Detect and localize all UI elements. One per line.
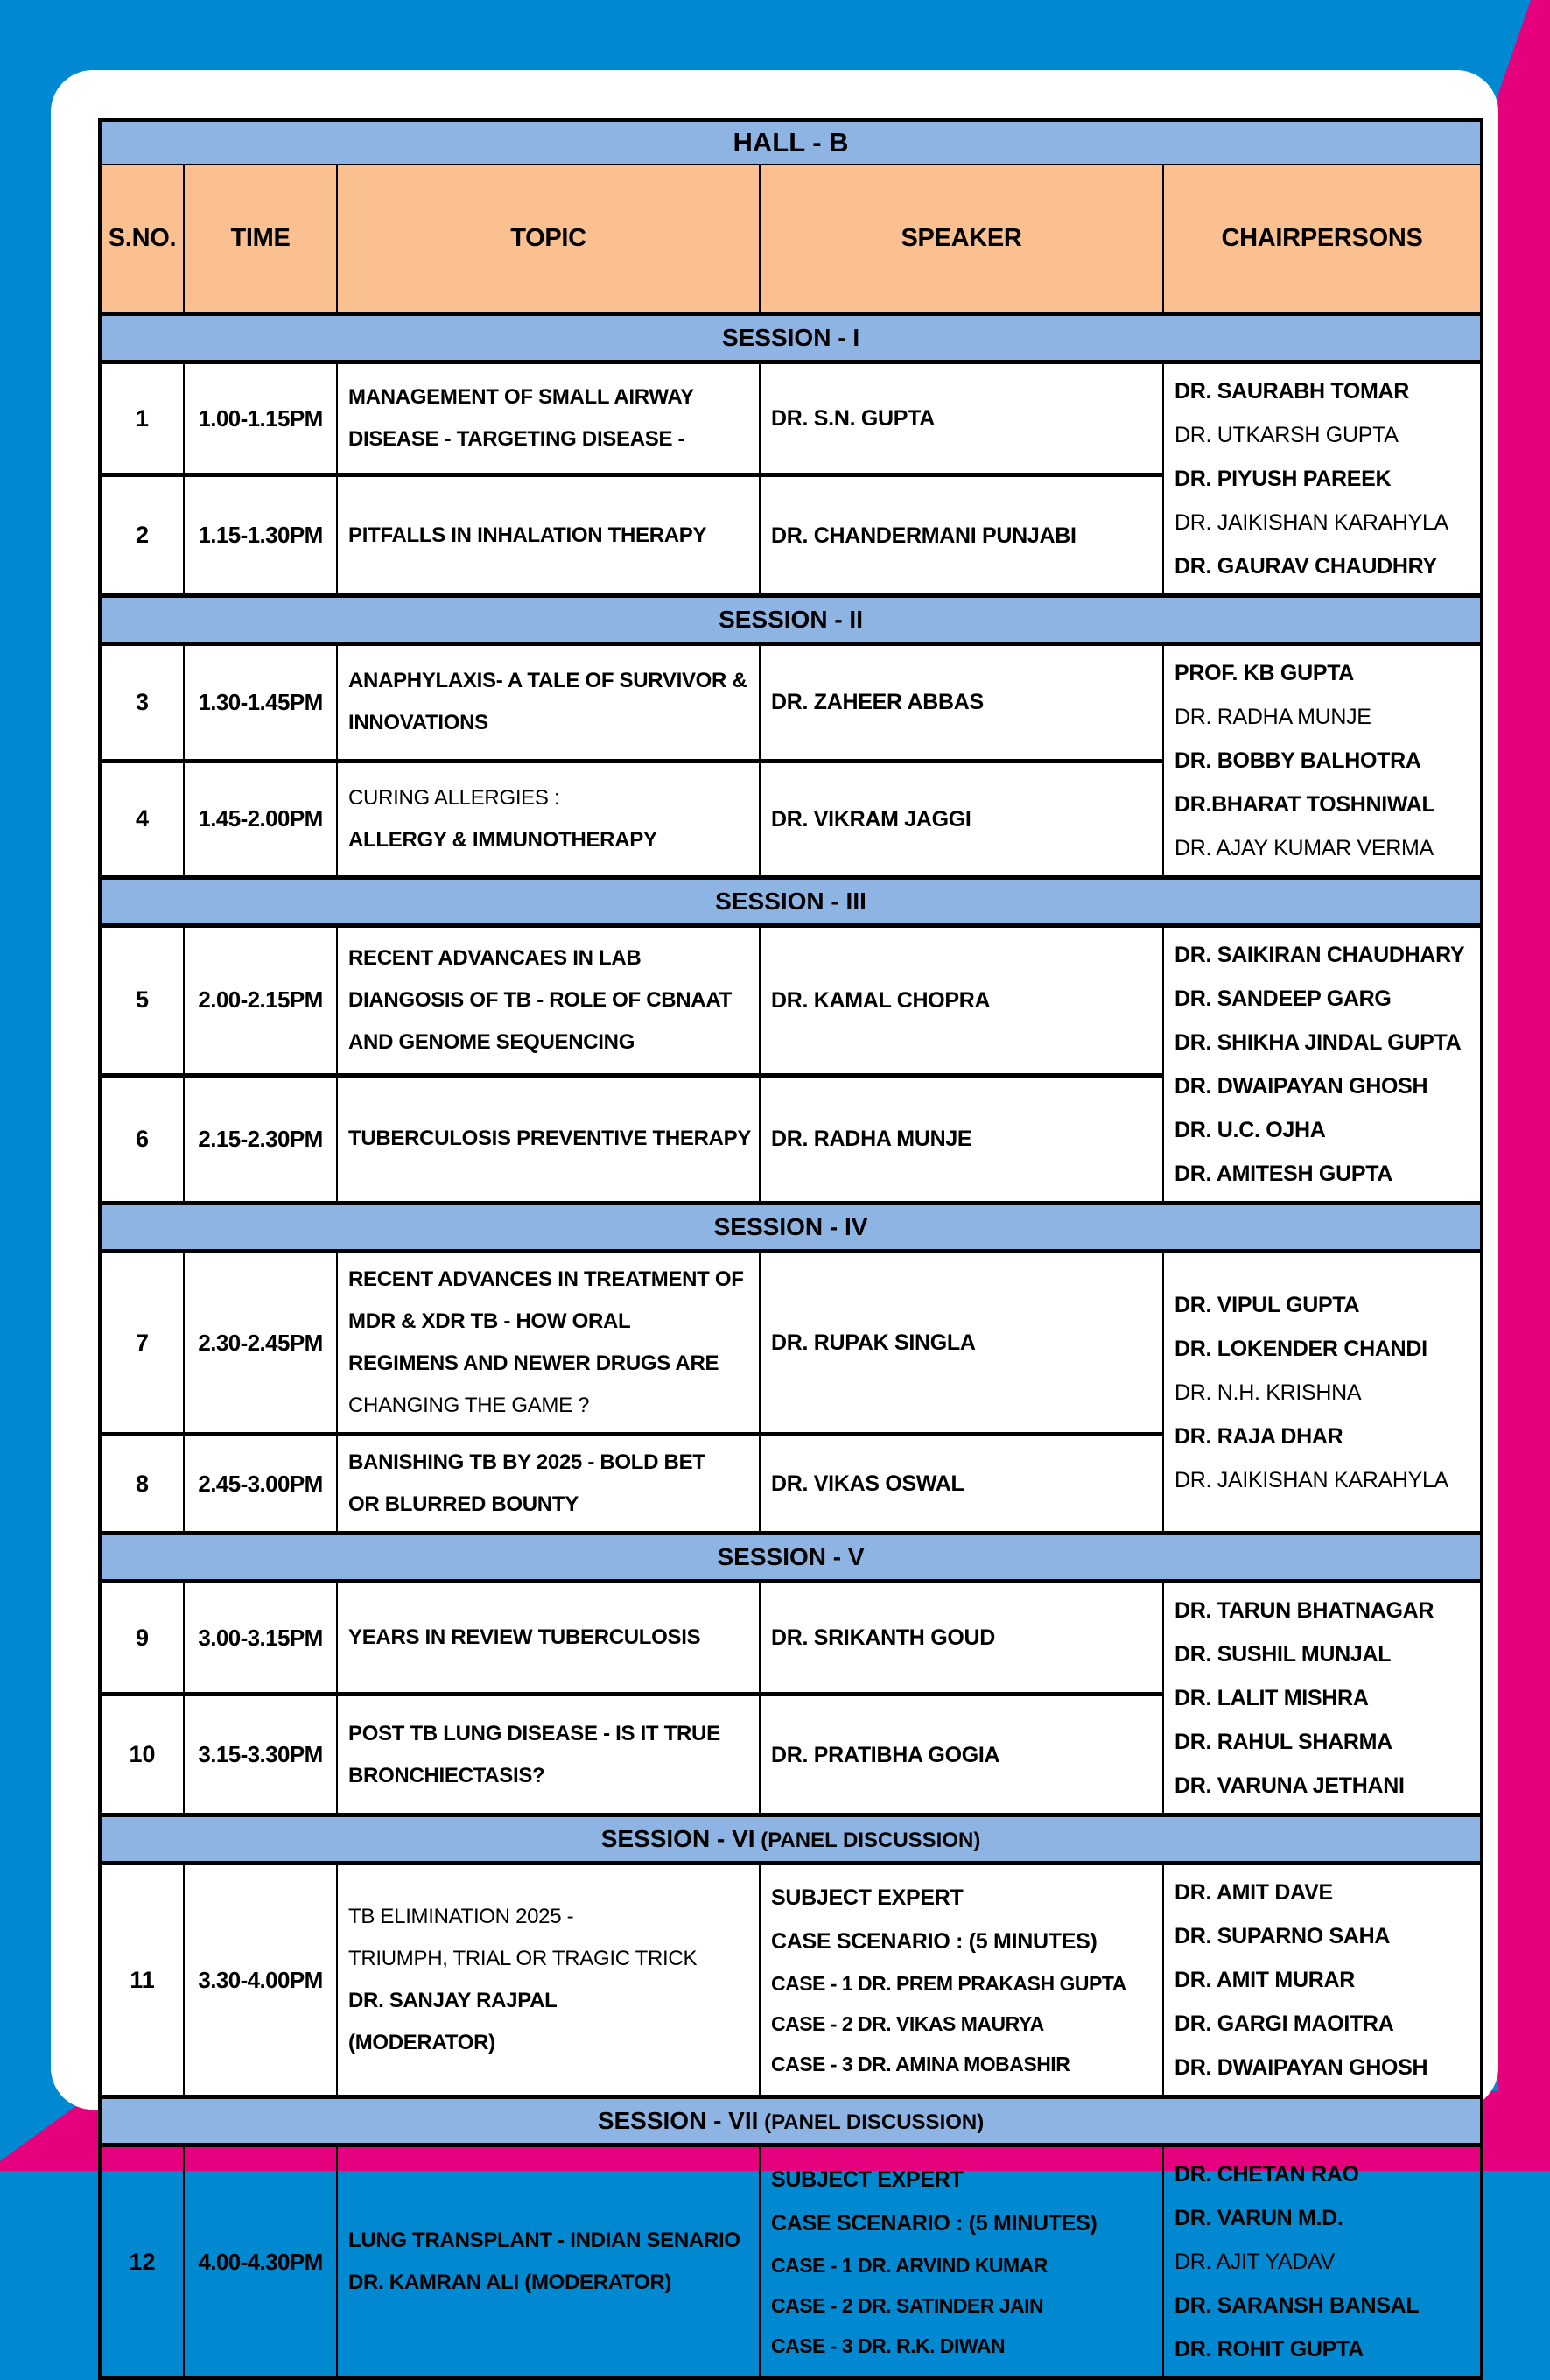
topic-line: OR BLURRED BOUNTY [348, 1492, 579, 1516]
schedule-row-3 [100, 644, 1482, 762]
topic-cell [337, 761, 760, 878]
session-banner-row [100, 1204, 1482, 1252]
speaker-line: DR. CHANDERMANI PUNJABI [771, 523, 1077, 548]
session-banner [100, 1204, 1482, 1252]
column-header-chairpersons: CHAIRPERSONS [1163, 165, 1482, 314]
speaker-line: CASE - 3 DR. AMINA MOBASHIR [771, 2053, 1070, 2075]
serial-number-cell: 8 [100, 1435, 184, 1534]
chairperson-name: DR. AMIT MURAR [1175, 1968, 1355, 1992]
topic-line: (MODERATOR) [348, 2031, 495, 2054]
topic-line: DR. SANJAY RAJPAL [348, 1989, 558, 2012]
topic-cell [337, 1582, 760, 1695]
time-cell: 4.00-4.30PM [184, 2145, 337, 2379]
column-header-topic: TOPIC [337, 165, 760, 314]
speaker-line: CASE - 1 DR. PREM PRAKASH GUPTA [771, 1972, 1126, 1995]
topic-line: MANAGEMENT OF SMALL AIRWAY [348, 385, 694, 410]
topic-cell [337, 2145, 760, 2379]
chairperson-name: DR. SUPARNO SAHA [1175, 1924, 1391, 1948]
chairperson-name: DR. N.H. KRISHNA [1175, 1380, 1362, 1405]
topic-cell [337, 644, 760, 762]
topic-line: POST TB LUNG DISEASE - IS IT TRUE [348, 1721, 720, 1745]
speaker-cell [760, 1075, 1163, 1203]
topic-line: PITFALLS IN INHALATION THERAPY [348, 523, 707, 547]
hall-banner-row [100, 120, 1482, 165]
time-cell: 1.45-2.00PM [184, 761, 337, 878]
chairperson-name: DR. CHETAN RAO [1175, 2162, 1359, 2187]
session-label: SESSION - III [715, 888, 866, 915]
schedule-row-9 [100, 1582, 1482, 1695]
topic-cell [337, 926, 760, 1076]
topic-line: MDR & XDR TB - HOW ORAL [348, 1309, 631, 1333]
session-banner-row [100, 1534, 1482, 1582]
serial-number-cell: 9 [100, 1582, 184, 1695]
topic-line: TUBERCULOSIS PREVENTIVE THERAPY [348, 1127, 752, 1151]
chairperson-name: DR. RAJA DHAR [1175, 1423, 1343, 1449]
serial-number-cell: 6 [100, 1075, 184, 1203]
speaker-line: SUBJECT EXPERT [771, 1885, 964, 1910]
time-cell: 3.15-3.30PM [184, 1695, 337, 1815]
speaker-line: DR. S.N. GUPTA [771, 406, 936, 432]
chairperson-name: DR. PIYUSH PAREEK [1175, 467, 1392, 491]
chairpersons-cell [1163, 2145, 1482, 2379]
speaker-line: CASE - 1 DR. ARVIND KUMAR [771, 2254, 1048, 2277]
serial-number-cell: 12 [100, 2145, 184, 2379]
session-label: SESSION - II [719, 606, 863, 633]
chairperson-name: DR. JAIKISHAN KARAHYLA [1175, 1467, 1448, 1492]
speaker-cell [760, 362, 1163, 475]
serial-number-cell: 5 [100, 926, 184, 1076]
chairperson-name: DR. DWAIPAYAN GHOSH [1175, 1074, 1428, 1099]
chairpersons-cell [1163, 1252, 1482, 1534]
speaker-cell [760, 761, 1163, 878]
topic-line: TB ELIMINATION 2025 - [348, 1905, 574, 1928]
chairperson-name: DR. AMITESH GUPTA [1175, 1162, 1393, 1186]
schedule-row-11 [100, 1864, 1482, 2097]
serial-number-cell: 7 [100, 1252, 184, 1435]
chairperson-name: DR. RADHA MUNJE [1175, 705, 1371, 729]
serial-number-cell: 4 [100, 761, 184, 878]
time-cell: 1.30-1.45PM [184, 644, 337, 762]
session-banner-row [100, 596, 1482, 644]
speaker-line: CASE SCENARIO : (5 MINUTES) [771, 2211, 1098, 2236]
topic-cell [337, 1864, 760, 2097]
speaker-line: DR. PRATIBHA GOGIA [771, 1742, 1000, 1767]
time-cell: 3.30-4.00PM [184, 1864, 337, 2097]
schedule-row-1 [100, 362, 1482, 475]
chairperson-name: DR. GARGI MAOITRA [1175, 2011, 1394, 2036]
session-banner [100, 1815, 1482, 1864]
time-cell: 1.00-1.15PM [184, 362, 337, 475]
chairperson-name: DR. DWAIPAYAN GHOSH [1175, 2055, 1428, 2080]
session-banner-row [100, 1815, 1482, 1864]
speaker-line: SUBJECT EXPERT [771, 2167, 964, 2192]
chairperson-name: DR. RAHUL SHARMA [1175, 1730, 1392, 1754]
speaker-line: DR. VIKAS OSWAL [771, 1471, 964, 1496]
speaker-line: DR. SRIKANTH GOUD [771, 1625, 996, 1651]
speaker-cell [760, 1435, 1163, 1534]
topic-line: TRIUMPH, TRIAL OR TRAGIC TRICK [348, 1947, 698, 1970]
session-label: SESSION - I [721, 324, 860, 351]
chairperson-name: DR. SARANSH BANSAL [1175, 2293, 1420, 2318]
chairperson-name: DR. TARUN BHATNAGAR [1175, 1598, 1434, 1623]
topic-cell [337, 1695, 760, 1815]
speaker-line: DR. RADHA MUNJE [771, 1127, 972, 1152]
topic-line: RECENT ADVANCAES IN LAB [348, 945, 642, 970]
session-label: SESSION - VII [597, 2107, 759, 2134]
topic-line: DR. KAMRAN ALI (MODERATOR) [348, 2271, 672, 2294]
chairpersons-cell [1163, 644, 1482, 878]
topic-line: INNOVATIONS [348, 711, 488, 735]
time-cell: 2.30-2.45PM [184, 1252, 337, 1435]
topic-line: DIANGOSIS OF TB - ROLE OF CBNAAT [348, 987, 732, 1012]
session-label: SESSION - VI [600, 1825, 755, 1852]
session-banner [100, 596, 1482, 644]
speaker-line: DR. RUPAK SINGLA [771, 1330, 976, 1355]
speaker-line: CASE - 2 DR. SATINDER JAIN [771, 2294, 1044, 2317]
chairperson-name: DR. VARUNA JETHANI [1175, 1773, 1405, 1798]
column-header-sno: S.NO. [100, 165, 184, 314]
topic-line: DISEASE - TARGETING DISEASE - [348, 427, 685, 452]
session-note: (PANEL DISCUSSION) [754, 1829, 981, 1852]
chairpersons-cell [1163, 362, 1482, 596]
schedule-card [51, 70, 1498, 2362]
chairpersons-cell [1163, 1582, 1482, 1815]
schedule-row-7 [100, 1252, 1482, 1435]
chairperson-name: DR. SANDEEP GARG [1175, 986, 1392, 1011]
topic-line: RECENT ADVANCES IN TREATMENT OF [348, 1267, 744, 1291]
speaker-cell [760, 475, 1163, 596]
column-header-speaker: SPEAKER [760, 165, 1163, 314]
time-cell: 2.15-2.30PM [184, 1075, 337, 1203]
schedule-row-12 [100, 2145, 1482, 2379]
speaker-line: CASE - 2 DR. VIKAS MAURYA [771, 2012, 1044, 2035]
chairperson-name: DR. BOBBY BALHOTRA [1175, 748, 1421, 773]
topic-line: LUNG TRANSPLANT - INDIAN SENARIO [348, 2229, 740, 2252]
speaker-line: DR. VIKRAM JAGGI [771, 806, 971, 832]
chairperson-name: DR. AJIT YADAV [1175, 2250, 1335, 2274]
chairperson-name: DR. SHIKHA JINDAL GUPTA [1175, 1030, 1462, 1055]
chairperson-name: DR. SAIKIRAN CHAUDHARY [1175, 943, 1465, 967]
session-banner [100, 878, 1482, 926]
speaker-cell [760, 1864, 1163, 2097]
schedule-row-5 [100, 926, 1482, 1076]
serial-number-cell: 11 [100, 1864, 184, 2097]
speaker-line: DR. KAMAL CHOPRA [771, 987, 991, 1013]
topic-line: BRONCHIECTASIS? [348, 1763, 545, 1787]
chairperson-name: DR. JAIKISHAN KARAHYLA [1175, 510, 1448, 535]
topic-line: CHANGING THE GAME ? [348, 1394, 590, 1417]
session-banner [100, 314, 1482, 362]
speaker-line: DR. ZAHEER ABBAS [771, 690, 984, 715]
topic-line: CURING ALLERGIES : [348, 785, 560, 810]
chairperson-name: DR. SAURABH TOMAR [1175, 379, 1410, 404]
column-header-row [100, 165, 1482, 314]
speaker-cell [760, 1695, 1163, 1815]
session-banner-row [100, 2097, 1482, 2145]
schedule-table [98, 118, 1483, 2380]
session-banner-row [100, 314, 1482, 362]
speaker-cell [760, 1582, 1163, 1695]
speaker-line: CASE SCENARIO : (5 MINUTES) [771, 1929, 1098, 1954]
chairperson-name: DR. LOKENDER CHANDI [1175, 1336, 1427, 1361]
session-banner [100, 1534, 1482, 1582]
session-label: SESSION - V [717, 1543, 865, 1570]
chairperson-name: DR. VIPUL GUPTA [1175, 1292, 1360, 1317]
topic-line: YEARS IN REVIEW TUBERCULOSIS [348, 1625, 701, 1650]
topic-line: AND GENOME SEQUENCING [348, 1029, 635, 1054]
speaker-cell [760, 644, 1163, 762]
column-header-time: TIME [184, 165, 337, 314]
chairperson-name: DR. GAURAV CHAUDHRY [1175, 554, 1437, 579]
topic-cell [337, 1435, 760, 1534]
speaker-cell [760, 2145, 1163, 2379]
chairperson-name: DR. U.C. OJHA [1175, 1118, 1326, 1142]
time-cell: 1.15-1.30PM [184, 475, 337, 596]
serial-number-cell: 2 [100, 475, 184, 596]
chairperson-name: DR. ROHIT GUPTA [1175, 2337, 1364, 2362]
chairpersons-cell [1163, 1864, 1482, 2097]
chairperson-name: DR. AJAY KUMAR VERMA [1175, 836, 1434, 860]
topic-cell [337, 362, 760, 475]
serial-number-cell: 3 [100, 644, 184, 762]
chairperson-name: DR. VARUN M.D. [1175, 2206, 1343, 2230]
time-cell: 2.00-2.15PM [184, 926, 337, 1076]
session-banner [100, 2097, 1482, 2145]
chairperson-name: DR.BHARAT TOSHNIWAL [1175, 792, 1435, 817]
hall-title: HALL - B [100, 120, 1482, 165]
chairperson-name: DR. AMIT DAVE [1175, 1880, 1333, 1905]
chairperson-name: DR. UTKARSH GUPTA [1175, 423, 1399, 447]
speaker-line: CASE - 3 DR. R.K. DIWAN [771, 2334, 1006, 2357]
chairperson-name: DR. LALIT MISHRA [1175, 1686, 1369, 1710]
speaker-cell [760, 1252, 1163, 1435]
chairpersons-cell [1163, 926, 1482, 1204]
time-cell: 2.45-3.00PM [184, 1435, 337, 1534]
topic-cell [337, 1075, 760, 1203]
topic-cell [337, 1252, 760, 1435]
topic-line: REGIMENS AND NEWER DRUGS ARE [348, 1351, 719, 1375]
topic-cell [337, 475, 760, 596]
chairperson-name: DR. SUSHIL MUNJAL [1175, 1642, 1392, 1667]
serial-number-cell: 1 [100, 362, 184, 475]
session-banner-row [100, 878, 1482, 926]
speaker-cell [760, 926, 1163, 1076]
session-label: SESSION - IV [713, 1213, 868, 1240]
chairperson-name: PROF. KB GUPTA [1175, 661, 1355, 685]
topic-line: ALLERGY & IMMUNOTHERAPY [348, 827, 657, 852]
serial-number-cell: 10 [100, 1695, 184, 1815]
time-cell: 3.00-3.15PM [184, 1582, 337, 1695]
topic-line: BANISHING TB BY 2025 - BOLD BET [348, 1450, 705, 1474]
session-note: (PANEL DISCUSSION) [758, 2110, 985, 2134]
topic-line: ANAPHYLAXIS- A TALE OF SURVIVOR & [348, 669, 747, 693]
